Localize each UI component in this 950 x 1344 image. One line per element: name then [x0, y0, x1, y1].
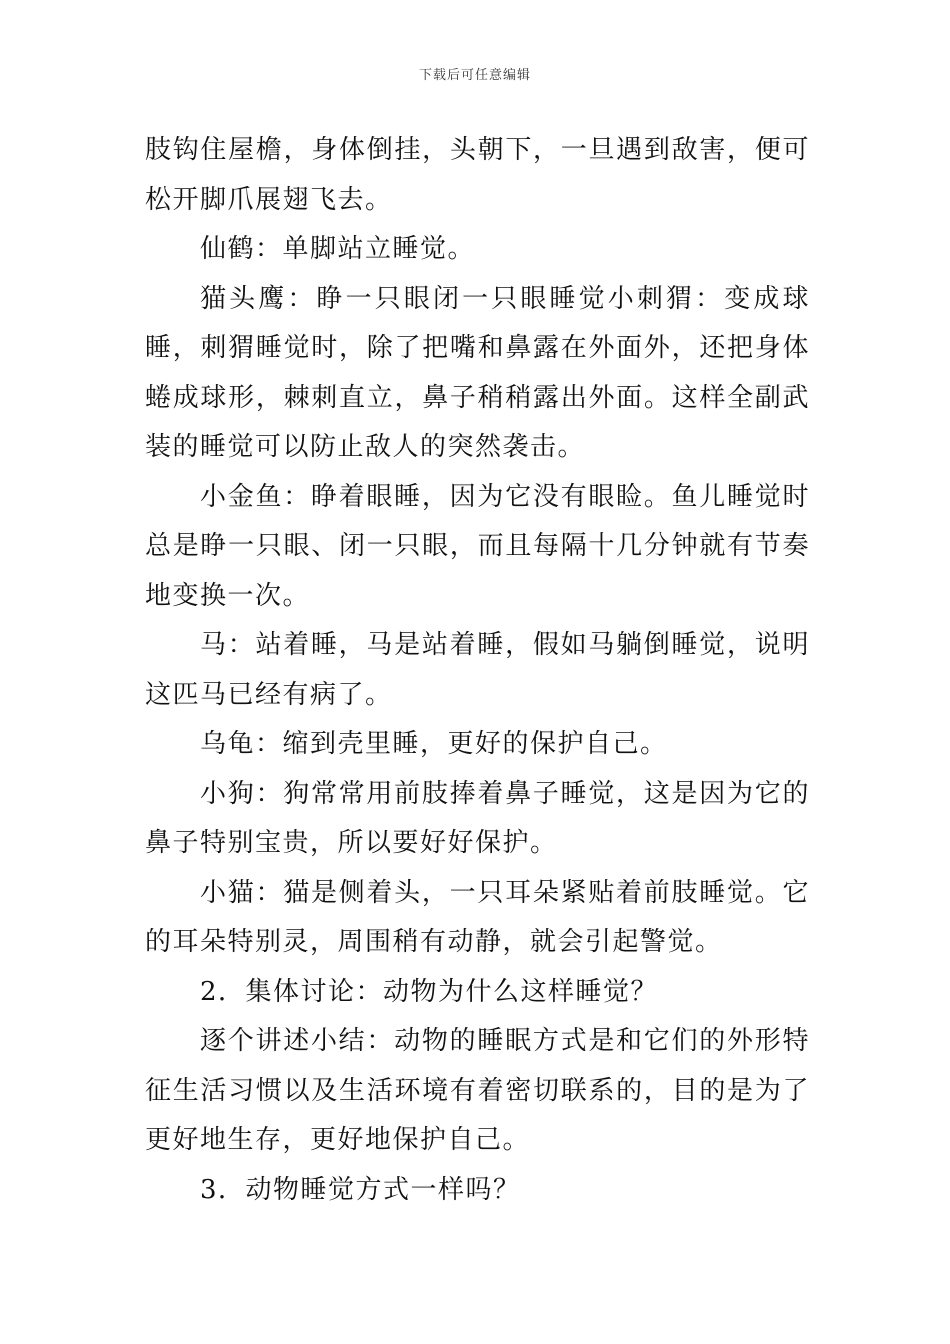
paragraph-question-heading: 3．动物睡觉方式一样吗？: [200, 1174, 521, 1205]
paragraph-horse: 马：站着睡，马是站着睡，假如马躺倒睡觉，说明这匹马已经有病了。: [145, 630, 810, 710]
paragraph-bat-continued: 肢钩住屋檐，身体倒挂，头朝下，一旦遇到敌害，便可松开脚爪展翅飞去。: [145, 135, 810, 215]
paragraph-discussion-heading: 2．集体讨论：动物为什么这样睡觉？: [200, 976, 659, 1007]
paragraph-goldfish: 小金鱼：睁着眼睡，因为它没有眼睑。鱼儿睡觉时总是睁一只眼、闭一只眼，而且每隔十几分钟就有节奏地变换一次。: [145, 481, 810, 611]
paragraph-owl-hedgehog: 猫头鹰：睁一只眼闭一只眼睡觉小刺猬：变成球睡，刺猬睡觉时，除了把嘴和鼻露在外面外，还把身体蜷成球形，棘刺直立，鼻子稍稍露出外面。这样全副武装的睡觉可以防止敌人的突然袭击。: [145, 283, 810, 462]
body-text: [145, 126, 810, 1215]
paragraph-summary: 逐个讲述小结：动物的睡眠方式是和它们的外形特征生活习惯以及生活环境有着密切联系的，目的是为了更好地生存，更好地保护自己。: [145, 1026, 810, 1155]
header-note: 下载后可任意编辑: [418, 68, 531, 83]
paragraph-crane: 仙鹤：单脚站立睡觉。: [200, 234, 476, 264]
paragraph-turtle: 乌龟：缩到壳里睡，更好的保护自己。: [200, 729, 668, 759]
paragraph-cat: 小猫：猫是侧着头，一只耳朵紧贴着前肢睡觉。它的耳朵特别灵，周围稍有动静，就会引起警觉。: [145, 877, 810, 957]
paragraph-dog: 小狗：狗常常用前肢捧着鼻子睡觉，这是因为它的鼻子特别宝贵，所以要好好保护。: [145, 778, 810, 858]
